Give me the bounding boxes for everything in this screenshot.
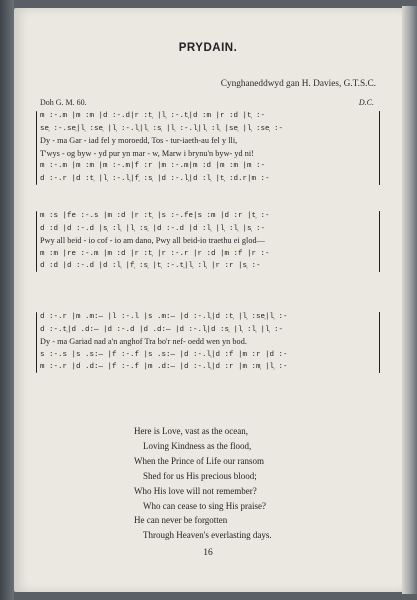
tenor-line: m :-.m |m :m |m :-.m|f :r |m :-.m|m :d |m :m |m :- (40, 162, 266, 171)
soprano-line: m :-.m |m :m |d :-.d|r :t̩ |l̩ :-.t̩|d :m |r :d |t̩ :- (40, 112, 266, 120)
lyric-line: T'wys - og byw - yd pur yn mar - w, Marw i brynu'n byw- yd ni! (40, 148, 255, 158)
hymnal-page (14, 8, 402, 592)
music-system-1 (40, 110, 376, 186)
verse-line: Who can cease to sing His praise? (143, 500, 266, 511)
lyric-line: Dy - ma Gar - iad fel y moroedd, Tos - tur-iaeth-au fel y lli, (40, 136, 238, 146)
verse-line: Here is Love, vast as the ocean, (134, 426, 248, 436)
tenor-line: s :-.s |s .s:— |f :-.f |s .s:— |d :-.l̩|d :f |m :r |d :- (40, 350, 288, 359)
music-system-2 (40, 210, 376, 273)
soprano-line: m :s |fe :-.s |m :d |r :t̩ |s :-.fe|s :m |d :r |t̩ :- (40, 212, 270, 220)
alto-line: se̩ :-.se̩|l̩ :se̩ |l̩ :-.l̩|l̩ :s̩ |l̩ :-.l̩|l̩ :l̩ |se̩ |l̩ :se̩ :- (40, 124, 284, 133)
hymn-title: PRYDAIN. (178, 42, 238, 54)
verse-line: Loving Kindness as the flood, (143, 440, 252, 451)
page-edge (402, 6, 417, 594)
verse-line: Shed for us His precious blood; (143, 470, 257, 481)
harmonizer-credit: Cynghaneddwyd gan H. Davies, G.T.S.C. (220, 79, 376, 89)
page-number: 16 (203, 548, 213, 558)
key-signature: Doh G. M. 60. (40, 98, 87, 107)
da-capo-mark: D.C. (358, 98, 374, 107)
soprano-line: d :-.r |m .m:— |l :-.l |s .m:— |d :-.l̩|d :t̩ |l̩ :se̩|l̩ :- (40, 313, 288, 321)
verse-line: Who His love will not remember? (134, 485, 257, 496)
alto-line: d :-.t̩|d .d:— |d :-.d |d .d:— |d :-.l̩|d :s̩ |l̩ :l̩ |l̩ :- (40, 325, 284, 334)
verse-line: He can never be forgotten (134, 515, 228, 526)
bass-line: m :-.r |d .d:— |f :-.f |m .d:— |d :-.l̩|d :r |m :m̩ |l̩ :- (40, 363, 288, 372)
music-system-3 (40, 311, 376, 374)
bass-line: d :d |d :-.d |d :l̩ |f̩ :s̩ |t̩ :-.t̩|l̩ :l̩ |r :r |s̩ :- (40, 262, 261, 271)
book-spine (0, 0, 14, 600)
verse-line: When the Prince of Life our ransom (134, 455, 264, 466)
verse-line: Through Heaven's everlasting days. (143, 530, 272, 541)
english-verse (134, 424, 354, 543)
lyric-line: Dy - ma Gariad nad a'n anghof Tra bo'r nef- oedd wen yn bod. (40, 337, 247, 347)
key-and-tempo (40, 98, 376, 107)
alto-line: d :d |d :-.d |s̩ :l̩ |l̩ :s̩ |d :-.d |d :l̩ |l̩ :l̩ |s̩ :- (40, 224, 266, 233)
lyric-line: Pwy all beid - io cof - io am dano, Pwy all beid-io traethu ei glod— (40, 236, 265, 246)
tenor-line: m :m |re :-.m |m :d |r :t̩ |r :-.r |r :d |m :f |r :- (40, 249, 270, 258)
bass-line: d :-.r |d :t̩ |l̩ :-.l̩|f̩ :s̩ |d :-.l̩|d :l̩ |t̩ :d.r|m :- (40, 174, 270, 183)
